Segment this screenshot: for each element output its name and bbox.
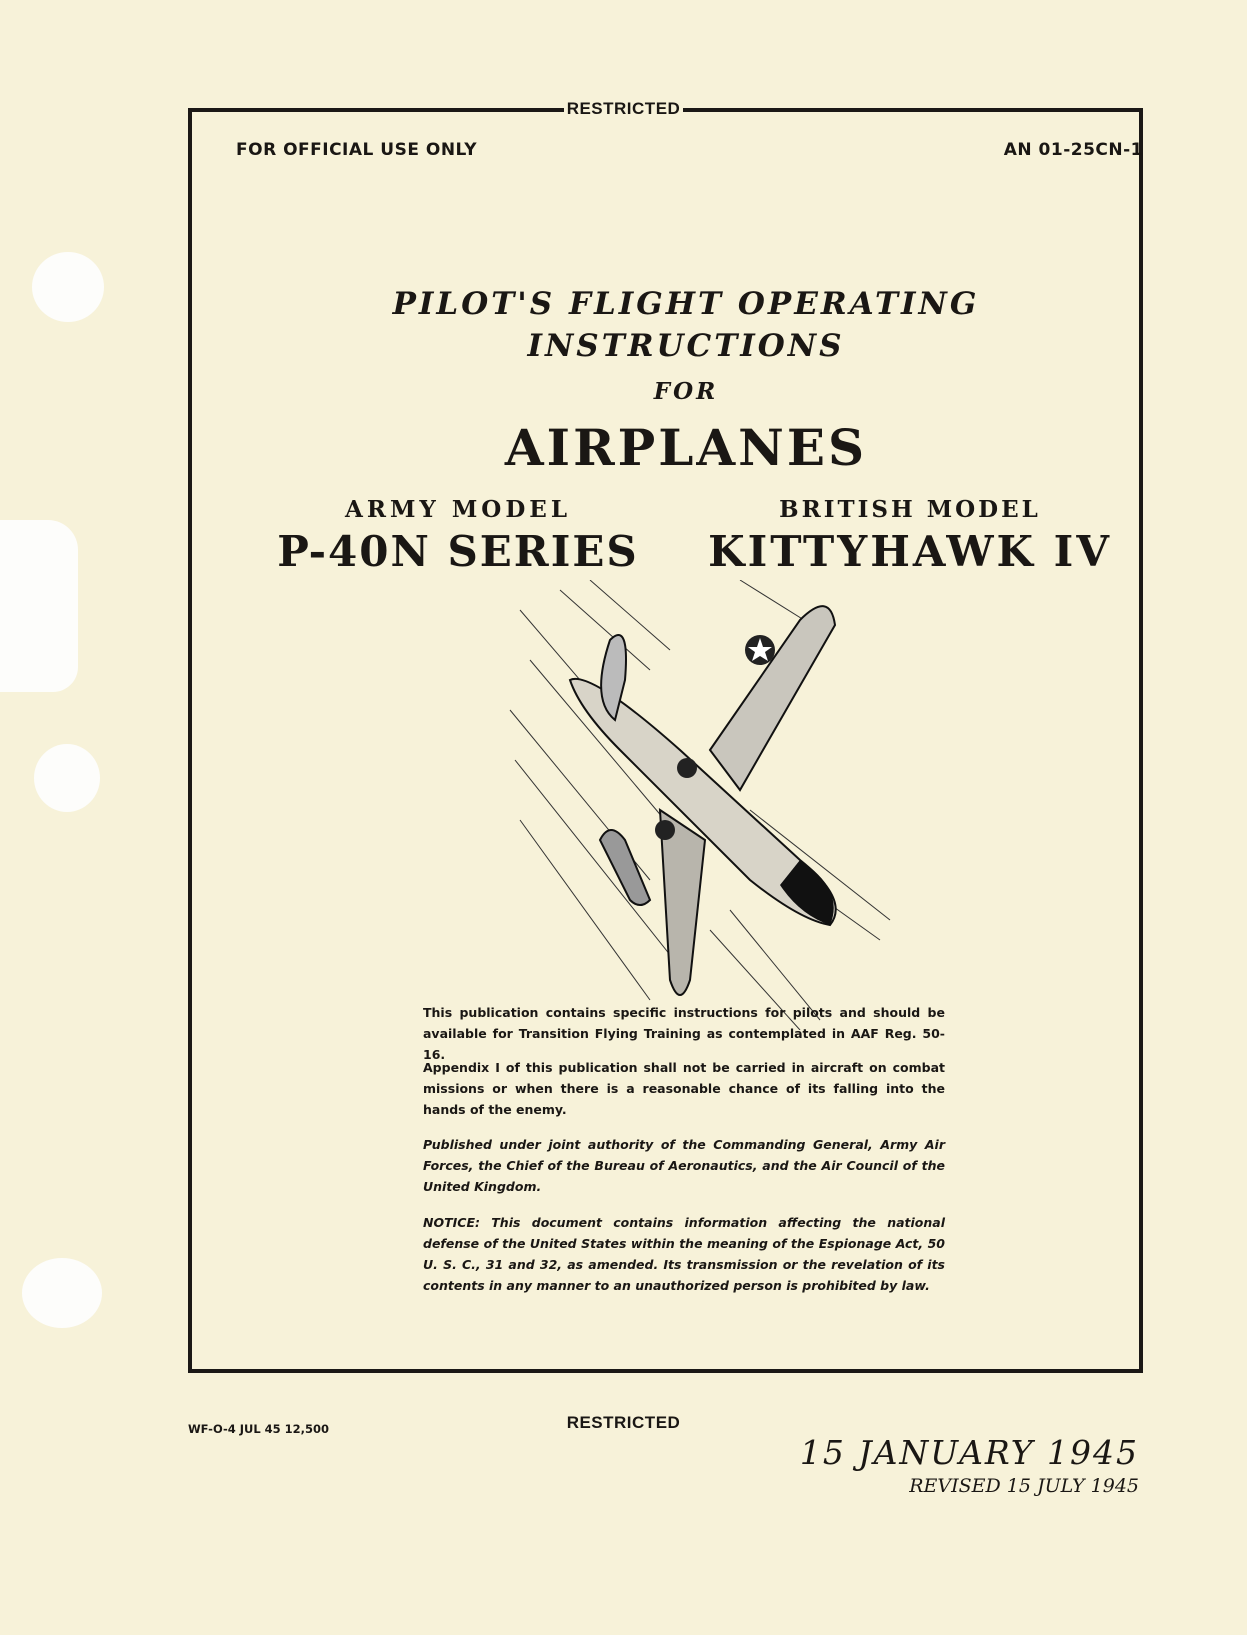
title-line-3: FOR [653,378,719,405]
paragraph-authority: Published under joint authority of the Commanding General, Army Air Forces, the Chief of the Bureau of Aeronautics, and the Air Council of the United Kingdom. [423,1137,945,1194]
title-line-1: PILOT'S FLIGHT OPERATING [392,286,980,322]
restricted-bottom-label: RESTRICTED [0,1413,1247,1433]
publication-date: 15 JANUARY 1945 [799,1433,1139,1472]
title-line-2: INSTRUCTIONS [527,328,845,364]
restricted-top-label: RESTRICTED [0,99,1247,119]
print-code: WF-O-4 JUL 45 12,500 [188,1422,330,1436]
torn-paper-patch [0,520,78,692]
drop-tank [600,830,650,905]
official-use-label: FOR OFFICIAL USE ONLY [236,140,478,160]
paragraph-purpose: This publication contains specific instructions for pilots and should be available for Transition Flying Training as contemplated in AAF Reg. 50-16. [423,1005,945,1062]
army-model-label: ARMY MODEL [345,496,571,523]
revised-date: REVISED 15 JULY 1945 [909,1475,1139,1497]
document-number: AN 01-25CN-1 [1003,140,1143,160]
british-model-name: KITTYHAWK IV [708,527,1112,576]
p40-airplane-illustration [500,580,900,1030]
title-airplanes: AIRPLANES [504,418,868,477]
punch-hole [34,744,100,812]
british-model-label: BRITISH MODEL [779,496,1041,523]
army-model-name: P-40N SERIES [277,527,639,576]
upper-wing [710,606,835,790]
punch-hole [22,1258,102,1328]
paragraph-appendix: Appendix I of this publication shall not be carried in aircraft on combat missions or when there is a reasonable chance of its falling into the hands of the enemy. [423,1060,945,1117]
paragraph-notice: NOTICE: This document contains information affecting the national defense of the United States within the meaning of the Espionage Act, 50 U. S. C., 31 and 32, as amended. Its transmission or the revelation of its contents in any manner to an unauthorized person is prohibited by law. [423,1215,945,1293]
